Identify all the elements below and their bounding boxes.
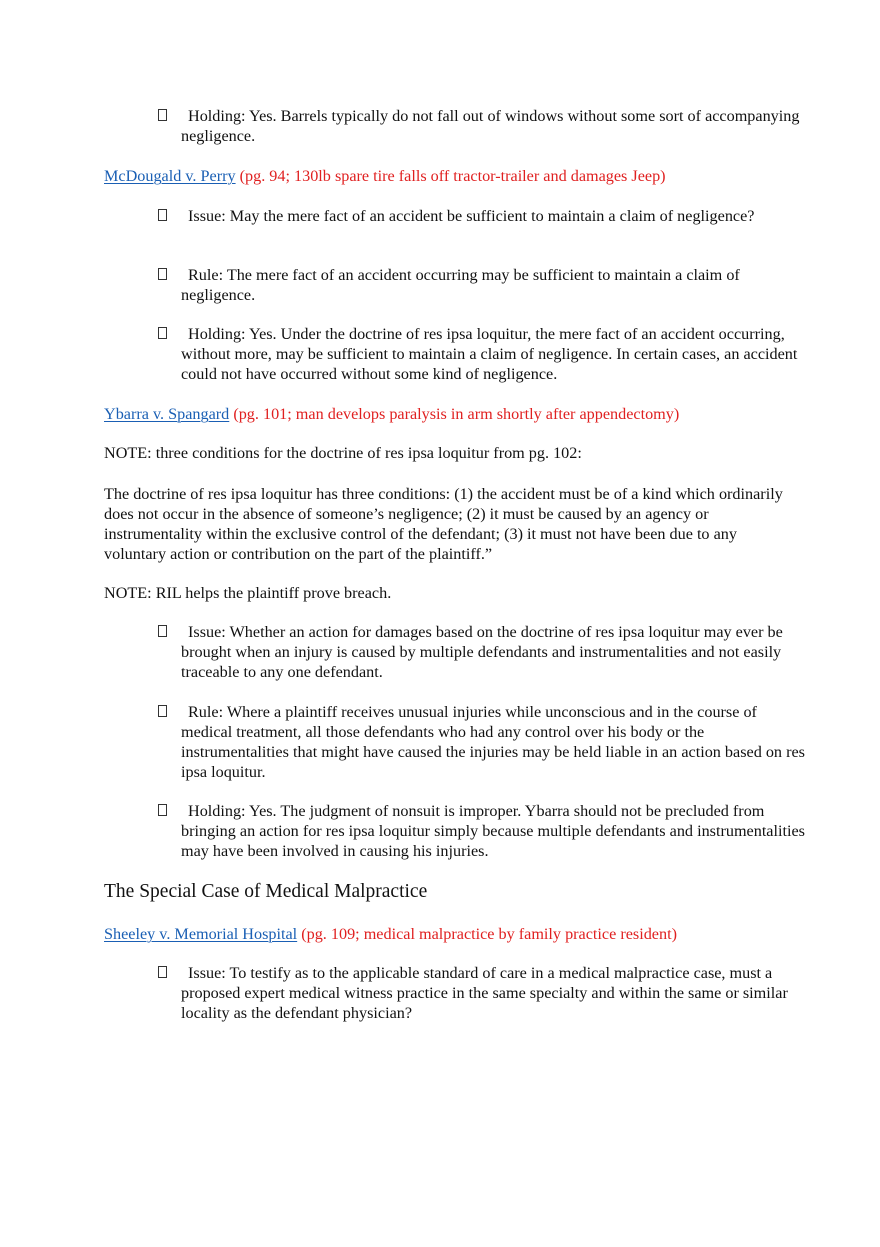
mcdougald-case-link[interactable]: McDougald v. Perry — [104, 167, 236, 185]
checkbox-glyph-icon — [158, 268, 167, 280]
checkbox-glyph-icon — [158, 625, 167, 637]
checkbox-glyph-icon — [158, 327, 167, 339]
ybarra-case-note: (pg. 101; man develops paralysis in arm shortly after appendectomy) — [229, 405, 680, 423]
mcdougald-case-note: (pg. 94; 130lb spare tire falls off tractor-trailer and damages Jeep) — [235, 167, 666, 185]
ybarra-conditions-quote: The doctrine of res ipsa loquitur has three conditions: (1) the accident must be of a kind which ordinarily does not occur in the absence of someone’s negligence; (2) it must be caused by an agency or instrumentality within the exclusive control of the defendant; (3) it must not have been due to any voluntary action or contribution on the part of the plaintiff.” — [104, 485, 783, 563]
sheeley-issue-text: Issue: To testify as to the applicable standard of care in a medical malpractice case, must a proposed expert medical witness practice in the same specialty and within the same or similar locality as the defendant physician? — [181, 964, 788, 1022]
mcdougald-issue-text: Issue: May the mere fact of an accident be sufficient to maintain a claim of negligence? — [188, 207, 755, 225]
ybarra-note-conditions: NOTE: three conditions for the doctrine of res ipsa loquitur from pg. 102: — [104, 444, 582, 462]
sheeley-case-note: (pg. 109; medical malpractice by family practice resident) — [297, 925, 677, 943]
checkbox-glyph-icon — [158, 209, 167, 221]
ybarra-holding-bullet — [158, 801, 806, 861]
mcdougald-holding-bullet — [158, 324, 806, 384]
sheeley-case-heading — [104, 924, 784, 944]
mcdougald-holding-text: Holding: Yes. Under the doctrine of res ipsa loquitur, the mere fact of an accident occurring, without more, may be sufficient to maintain a claim of negligence. In certain cases, an accident could not have occurred without some kind of negligence. — [181, 325, 798, 383]
ybarra-case-heading — [104, 404, 784, 424]
ybarra-rule-text: Rule: Where a plaintiff receives unusual injuries while unconscious and in the course of medical treatment, all those defendants who had any control over his body or the instrumentalities that might have caused the injuries may be held liable in an action based on res ipsa loquitur. — [181, 703, 805, 781]
checkbox-glyph-icon — [158, 804, 167, 816]
mcdougald-case-heading — [104, 166, 784, 186]
mcdougald-rule-bullet — [158, 265, 806, 305]
checkbox-glyph-icon — [158, 109, 167, 121]
section-heading: The Special Case of Medical Malpractice — [104, 881, 428, 902]
sheeley-case-link[interactable]: Sheeley v. Memorial Hospital — [104, 925, 298, 943]
checkbox-glyph-icon — [158, 966, 167, 978]
ybarra-issue-text: Issue: Whether an action for damages based on the doctrine of res ipsa loquitur may ever be brought when an injury is caused by multiple defendants and instrumentalities and not easily traceable to any one defendant. — [181, 623, 783, 681]
ybarra-rule-bullet — [158, 702, 806, 782]
checkbox-glyph-icon — [158, 705, 167, 717]
mcdougald-issue-bullet — [158, 206, 806, 226]
ybarra-holding-text: Holding: Yes. The judgment of nonsuit is improper. Ybarra should not be precluded from bringing an action for res ipsa loquitur simply because multiple defendants and instrumentalities may have been involved in causing his injuries. — [181, 802, 805, 860]
ybarra-issue-bullet — [158, 622, 806, 682]
mcdougald-rule-text: Rule: The mere fact of an accident occurring may be sufficient to maintain a claim of negligence. — [181, 266, 740, 304]
holding-barrels-bullet — [158, 106, 806, 146]
ybarra-case-link[interactable]: Ybarra v. Spangard — [104, 405, 230, 423]
sheeley-issue-bullet — [158, 963, 806, 1023]
ybarra-note-ril: NOTE: RIL helps the plaintiff prove breach. — [104, 584, 392, 602]
holding-barrels-text: Holding: Yes. Barrels typically do not fall out of windows without some sort of accompanying negligence. — [181, 107, 800, 145]
